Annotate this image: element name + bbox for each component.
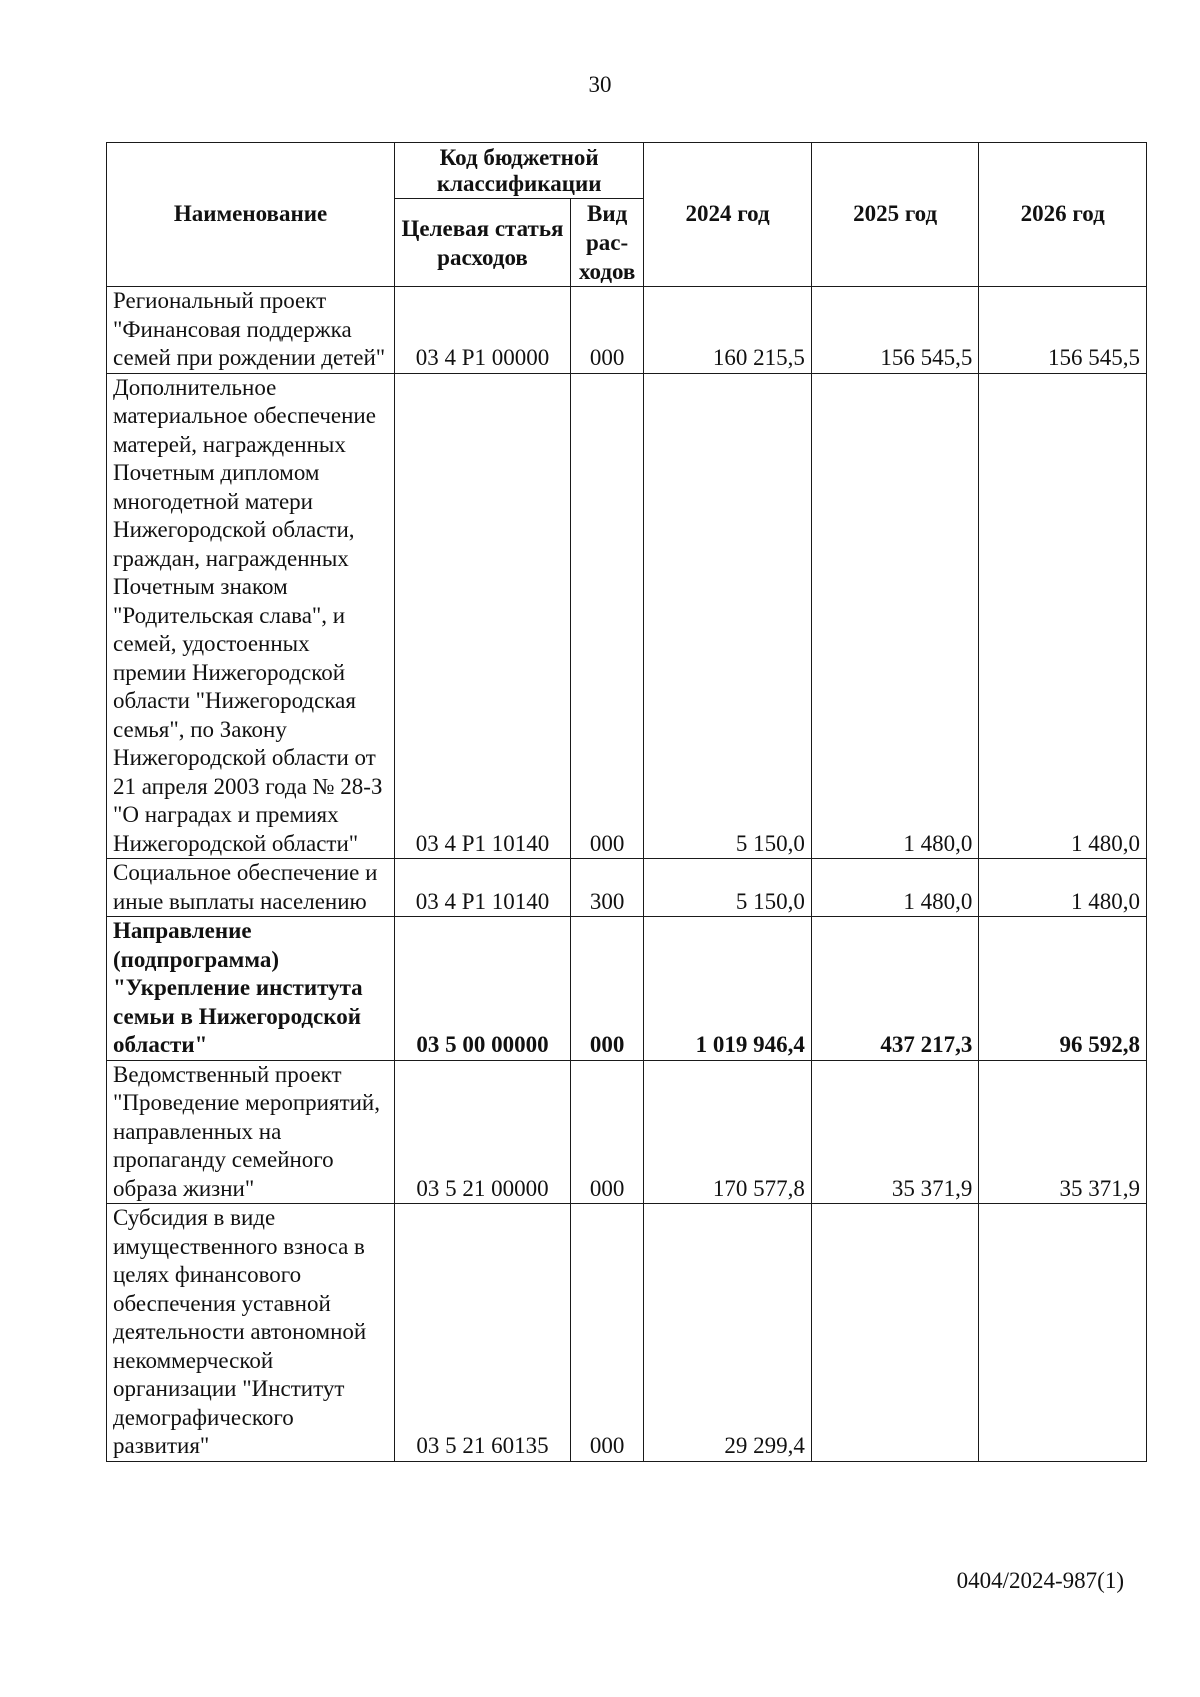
row-value-2025: 1 480,0 [811,373,979,859]
row-value-2025: 35 371,9 [811,1060,979,1204]
table-row-subprogram [107,917,1147,1061]
table-row [107,287,1147,374]
row-expense-type: 000 [570,1204,643,1462]
table-row [107,1060,1147,1204]
row-target-article: 03 4 Р1 10140 [395,859,571,917]
row-name: Направление (подпрограмма) "Укрепление института семьи в Нижегородской области" [107,917,395,1061]
row-target-article: 03 5 00 00000 [395,917,571,1061]
table-row [107,1204,1147,1462]
row-value-2026: 96 592,8 [979,917,1147,1061]
row-expense-type: 000 [570,287,643,374]
header-target-article: Целевая статья расходов [395,199,571,287]
header-expense-type: Вид рас-ходов [570,199,643,287]
row-value-2024: 5 150,0 [644,859,812,917]
row-value-2026: 1 480,0 [979,859,1147,917]
row-name: Социальное обеспечение и иные выплаты населению [107,859,395,917]
table-row [107,373,1147,859]
row-value-2026 [979,1204,1147,1462]
row-target-article: 03 5 21 60135 [395,1204,571,1462]
row-value-2026: 35 371,9 [979,1060,1147,1204]
row-value-2024: 170 577,8 [644,1060,812,1204]
row-value-2024: 1 019 946,4 [644,917,812,1061]
header-name: Наименование [107,143,395,287]
row-target-article: 03 4 Р1 10140 [395,373,571,859]
row-value-2026: 1 480,0 [979,373,1147,859]
document-number: 0404/2024-987(1) [956,1568,1124,1593]
budget-table [106,142,1147,1462]
page-number: 30 [588,72,612,97]
row-value-2025: 156 545,5 [811,287,979,374]
row-value-2025: 1 480,0 [811,859,979,917]
row-expense-type: 300 [570,859,643,917]
row-value-2024: 160 215,5 [644,287,812,374]
row-name: Ведомственный проект "Проведение мероприятий, направленных на пропаганду семейного образа жизни" [107,1060,395,1204]
row-expense-type: 000 [570,917,643,1061]
row-name: Дополнительное материальное обеспечение матерей, награжденных Почетным дипломом многодетной матери Нижегородской области, граждан, награжденных Почетным знаком "Родительская слава", и семей, удостоенных премии Нижегородской области "Нижегородская семья", по Закону Нижегородской области от 21 апреля 2003 года № 28-З "О наградах и премиях Нижегородской области" [107,373,395,859]
row-expense-type: 000 [570,373,643,859]
header-year-2026: 2026 год [979,143,1147,287]
row-value-2026: 156 545,5 [979,287,1147,374]
row-target-article: 03 4 Р1 00000 [395,287,571,374]
row-target-article: 03 5 21 00000 [395,1060,571,1204]
row-name: Региональный проект "Финансовая поддержка семей при рождении детей" [107,287,395,374]
header-year-2024: 2024 год [644,143,812,287]
row-value-2024: 5 150,0 [644,373,812,859]
row-expense-type: 000 [570,1060,643,1204]
header-code-group: Код бюджетной классификации [395,143,644,199]
header-year-2025: 2025 год [811,143,979,287]
row-value-2025 [811,1204,979,1462]
table-row [107,859,1147,917]
row-value-2025: 437 217,3 [811,917,979,1061]
row-value-2024: 29 299,4 [644,1204,812,1462]
row-name: Субсидия в виде имущественного взноса в целях финансового обеспечения уставной деятельности автономной некоммерческой организации "Институт демографического развития" [107,1204,395,1462]
